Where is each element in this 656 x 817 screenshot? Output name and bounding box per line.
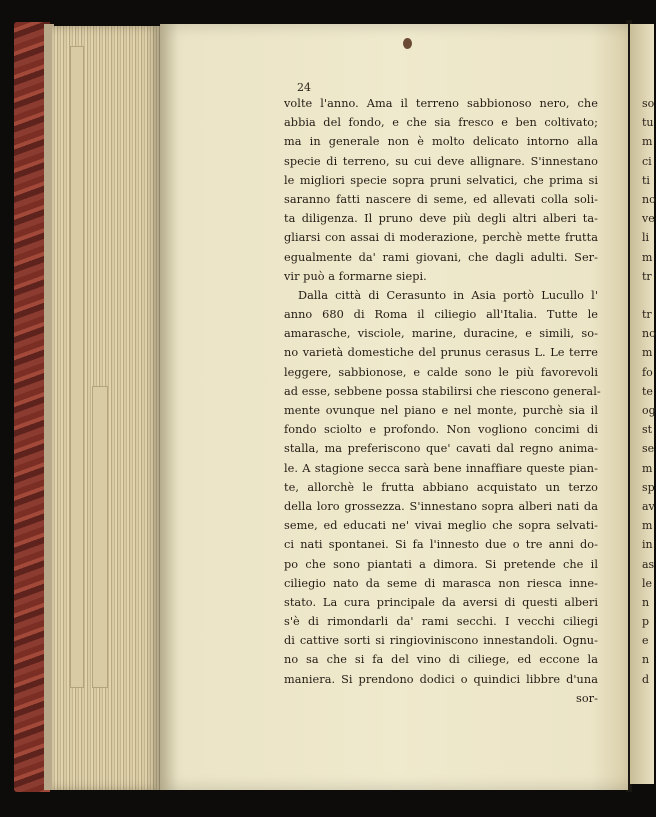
next-page-fragment: av — [642, 499, 655, 513]
next-page-fragment: m — [642, 519, 653, 533]
next-page-fragment: tr — [642, 269, 652, 283]
next-page-fragment: tu — [642, 116, 654, 130]
next-page-fragment: fo — [642, 365, 653, 379]
text-line: ta diligenza. Il pruno deve più degli altri alberi ta- — [284, 212, 598, 226]
text-line: ma in generale non è molto delicato intorno alla — [284, 135, 598, 149]
text-line: no varietà domestiche del prunus cerasus L. Le terre — [284, 346, 598, 360]
text-line: ci nati spontanei. Si fa l'innesto due o tre anni do- — [284, 538, 598, 552]
text-line: po che sono piantati a dimora. Si pretende che il — [284, 557, 598, 571]
text-line: ad esse, sebbene possa stabilirsi che riescono general- — [284, 384, 601, 398]
next-page-fragment: ve — [642, 212, 655, 226]
next-page-text — [642, 94, 656, 689]
next-page-fragment: e — [642, 634, 649, 648]
text-line: mente ovunque nel piano e nel monte, purchè sia il — [284, 404, 598, 417]
text-line: ciliegio nato da seme di marasca non riesca inne- — [284, 576, 598, 590]
text-line: saranno fatti nascere di seme, ed allevati colla soli- — [284, 192, 598, 206]
next-page-fragment: n — [642, 653, 650, 667]
next-page-fragment: le — [642, 576, 653, 590]
text-line: specie di terreno, su cui deve allignare. S'innestano — [284, 154, 598, 168]
text-line: maniera. Si prendono dodici o quindici libbre d'una — [284, 672, 598, 686]
text-line: no sa che si fa del vino di ciliege, ed eccone la — [284, 653, 598, 667]
text-line: gliarsi con assai di moderazione, perchè mette frutta — [284, 231, 598, 245]
next-page-fragment: ci — [642, 154, 652, 168]
text-line: anno 680 di Roma il ciliegio all'Italia. Tutte le — [284, 308, 598, 322]
next-page-fragment: li — [642, 231, 650, 245]
next-page-fragment: sp — [642, 480, 655, 494]
next-page-fragment: so — [642, 97, 655, 110]
text-line: stato. La cura principale da aversi di questi alberi — [284, 595, 598, 609]
text-line: le migliori specie sopra pruni selvatici, che prima si — [284, 173, 598, 187]
next-page-fragment: tr — [642, 308, 652, 322]
next-page-fragment: in — [642, 538, 653, 552]
page-stack — [52, 26, 160, 790]
text-line: leggere, sabbionose, e calde sono le più favorevoli — [284, 365, 598, 379]
text-line: stalla, ma preferiscono que' cavati dal regno anima- — [284, 442, 598, 456]
text-line: della loro grossezza. S'innestano sopra alberi nati da — [284, 499, 598, 513]
next-page-fragment: og — [642, 404, 656, 417]
text-line: seme, ed educati ne' vivai meglio che sopra selvati- — [284, 519, 598, 533]
text-line: egualmente da' rami giovani, che dagli adulti. Ser- — [284, 250, 598, 264]
page-number: 24 — [297, 81, 311, 94]
text-line: vir può a formarne siepi. — [284, 269, 427, 283]
next-page-fragment: m — [642, 461, 653, 475]
next-page-fragment: ti — [642, 173, 650, 187]
next-page-fragment: se — [642, 442, 655, 456]
next-page-fragment: d — [642, 672, 650, 686]
next-page-fragment: p — [642, 615, 650, 629]
page-strip — [92, 386, 108, 688]
next-page-fragment: no — [642, 327, 656, 341]
next-page-fragment — [642, 286, 656, 305]
next-page-fragment: st — [642, 423, 653, 437]
text-line: amarasche, visciole, marine, duracine, e simili, so- — [284, 327, 598, 341]
page-strip — [70, 46, 84, 688]
text-line: s'è di rimondarli da' rami secchi. I vecchi ciliegi — [284, 615, 598, 629]
text-line: Dalla città di Cerasunto in Asia portò Lucullo l' — [298, 288, 598, 302]
next-page-fragment: no — [642, 192, 656, 206]
next-page-fragment: m — [642, 250, 653, 264]
text-line: di cattive sorti si ringioviniscono innestandoli. Ognu- — [284, 634, 598, 648]
text-line: abbia del fondo, e che sia fresco e ben coltivato; — [284, 116, 598, 130]
next-page-fragment: m — [642, 346, 653, 360]
ink-stain — [403, 38, 412, 49]
text-line: fondo sciolto e profondo. Non vogliono concimi di — [284, 423, 598, 437]
next-page-fragment: te — [642, 384, 653, 398]
text-line: te, allorchè le frutta abbiano acquistato un terzo — [284, 480, 598, 494]
text-line: volte l'anno. Ama il terreno sabbionoso nero, che — [284, 97, 598, 110]
next-page-fragment: m — [642, 135, 653, 149]
next-page-fragment: n — [642, 595, 650, 609]
page-text — [284, 94, 601, 708]
text-line: le. A stagione secca sarà bene innaffiare queste pian- — [284, 461, 598, 475]
next-page-fragment: as — [642, 557, 655, 571]
text-line: sor- — [575, 691, 598, 705]
